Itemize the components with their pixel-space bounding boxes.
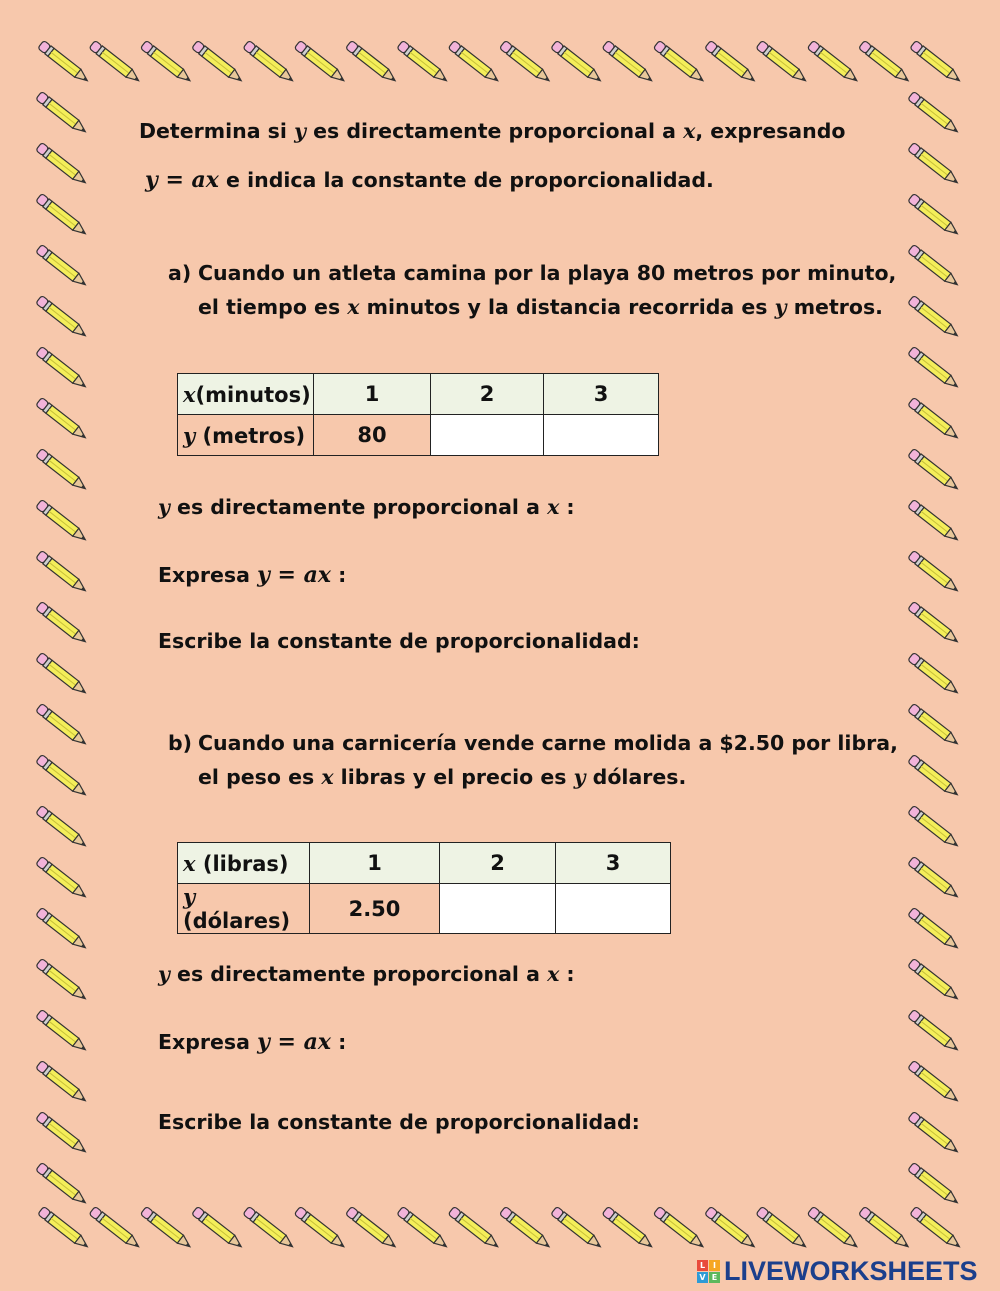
pencil-icon <box>908 499 961 543</box>
pencil-icon <box>908 958 961 1002</box>
pencil-icon <box>243 1206 296 1250</box>
pencil-icon <box>705 40 758 84</box>
pencil-icon <box>36 907 89 951</box>
pencil-icon <box>36 550 89 594</box>
logo-letter: L <box>697 1260 708 1271</box>
pencil-icon <box>243 40 296 84</box>
var-y: y <box>183 422 196 448</box>
logo-letter: E <box>709 1272 720 1283</box>
pencil-icon <box>36 397 89 441</box>
x-cell: 1 <box>310 843 440 884</box>
text: libras y el precio es <box>333 765 574 789</box>
instruction-line-1 <box>139 121 846 142</box>
part-b-question-3: Escribe la constante de proporcionalidad: <box>158 1110 640 1134</box>
pencil-icon <box>908 856 961 900</box>
pencil-icon <box>908 244 961 288</box>
y-answer-cell[interactable] <box>440 884 556 934</box>
text: Expresa <box>158 1030 258 1054</box>
table-row-x <box>178 843 671 884</box>
pencil-icon <box>908 703 961 747</box>
pencil-icon <box>807 40 860 84</box>
equation: y = ax <box>257 1029 331 1055</box>
pencil-icon <box>397 1206 450 1250</box>
row-label-y <box>178 415 314 456</box>
var-y: y <box>158 495 170 519</box>
text: el tiempo es <box>198 295 348 319</box>
instruction-text: , expresando <box>695 119 846 143</box>
text: : <box>331 1030 347 1054</box>
y-cell: 80 <box>314 415 431 456</box>
var-y: y <box>294 119 306 143</box>
pencil-icon <box>499 40 552 84</box>
pencil-icon <box>448 1206 501 1250</box>
var-y: y <box>774 295 787 319</box>
pencil-icon <box>756 1206 809 1250</box>
text: es directamente proporcional a <box>169 962 548 986</box>
pencil-icon <box>908 1162 961 1206</box>
pencil-icon <box>551 40 604 84</box>
logo-text: LIVEWORKSHEETS <box>724 1255 978 1286</box>
x-cell: 3 <box>556 843 671 884</box>
text: : <box>331 563 347 587</box>
pencil-icon <box>705 1206 758 1250</box>
instruction-text: es directamente proporcional a <box>305 119 684 143</box>
pencil-icon <box>38 40 91 84</box>
table-row-y <box>178 884 671 934</box>
x-cell: 2 <box>440 843 556 884</box>
pencil-icon <box>36 601 89 645</box>
table-row-y <box>178 415 659 456</box>
var-y: y <box>183 884 196 909</box>
pencil-icon <box>36 1111 89 1155</box>
pencil-icon <box>908 754 961 798</box>
pencil-icon <box>36 856 89 900</box>
part-b-marker: b) <box>168 731 193 755</box>
pencil-icon <box>36 652 89 696</box>
var-y: y <box>573 765 586 789</box>
pencil-icon <box>36 244 89 288</box>
pencil-icon <box>36 346 89 390</box>
instruction-line-2 <box>145 169 714 191</box>
pencil-icon <box>908 142 961 186</box>
pencil-icon <box>908 295 961 339</box>
instruction-text: Determina si <box>139 119 295 143</box>
var-x: x <box>183 381 196 407</box>
text: : <box>559 495 575 519</box>
equation: y = ax <box>145 167 219 193</box>
pencil-icon <box>36 91 89 135</box>
pencil-icon <box>908 91 961 135</box>
pencil-icon <box>908 601 961 645</box>
pencil-icon <box>140 40 193 84</box>
pencil-icon <box>859 1206 912 1250</box>
pencil-icon <box>910 1206 963 1250</box>
pencil-icon <box>859 40 912 84</box>
pencil-icon <box>36 295 89 339</box>
pencil-icon <box>910 40 963 84</box>
text: dólares. <box>585 765 687 789</box>
pencil-icon <box>908 346 961 390</box>
pencil-icon <box>908 907 961 951</box>
part-a-line-2 <box>198 297 883 318</box>
table-b <box>177 842 671 934</box>
pencil-icon <box>908 448 961 492</box>
pencil-icon <box>908 805 961 849</box>
part-a-question-3: Escribe la constante de proporcionalidad: <box>158 629 640 653</box>
logo-badge <box>697 1260 720 1283</box>
var-x: x <box>547 962 560 986</box>
pencil-icon <box>448 40 501 84</box>
var-x: x <box>347 295 360 319</box>
part-b-question-2 <box>158 1031 346 1053</box>
pencil-icon <box>397 40 450 84</box>
part-b-question-1 <box>158 964 575 985</box>
row-label-y <box>178 884 310 934</box>
pencil-icon <box>36 1162 89 1206</box>
pencil-icon <box>294 1206 347 1250</box>
instruction-text: e indica la constante de proporcionalidad. <box>218 168 714 192</box>
pencil-icon <box>908 550 961 594</box>
var-x: x <box>547 495 560 519</box>
x-cell: 1 <box>314 374 431 415</box>
unit: (minutos) <box>195 382 311 407</box>
part-a-marker: a) <box>168 261 192 285</box>
pencil-icon <box>346 1206 399 1250</box>
part-b-line-2 <box>198 767 686 788</box>
text: Expresa <box>158 563 258 587</box>
pencil-icon <box>36 193 89 237</box>
y-answer-cell[interactable] <box>556 884 671 934</box>
row-label-x <box>178 374 314 415</box>
part-b-line-1: Cuando una carnicería vende carne molida a $2.50 por libra, <box>198 731 898 755</box>
unit: (metros) <box>195 423 306 448</box>
text: el peso es <box>198 765 322 789</box>
pencil-icon <box>346 40 399 84</box>
pencil-icon <box>908 397 961 441</box>
table-row-x <box>178 374 659 415</box>
pencil-icon <box>38 1206 91 1250</box>
pencil-icon <box>653 1206 706 1250</box>
pencil-icon <box>140 1206 193 1250</box>
part-a-line-1: Cuando un atleta camina por la playa 80 metros por minuto, <box>198 261 897 285</box>
pencil-icon <box>89 1206 142 1250</box>
text: metros. <box>786 295 883 319</box>
var-y: y <box>158 962 170 986</box>
part-a-question-1 <box>158 497 575 518</box>
pencil-icon <box>36 142 89 186</box>
pencil-icon <box>36 703 89 747</box>
text: es directamente proporcional a <box>169 495 548 519</box>
pencil-icon <box>36 448 89 492</box>
pencil-icon <box>499 1206 552 1250</box>
pencil-icon <box>908 1009 961 1053</box>
pencil-icon <box>908 1060 961 1104</box>
pencil-icon <box>908 193 961 237</box>
y-cell: 2.50 <box>310 884 440 934</box>
liveworksheets-logo[interactable] <box>697 1255 978 1287</box>
var-x: x <box>683 119 696 143</box>
pencil-icon <box>294 40 347 84</box>
pencil-icon <box>653 40 706 84</box>
unit: (dólares) <box>183 909 291 933</box>
pencil-icon <box>192 40 245 84</box>
pencil-icon <box>908 652 961 696</box>
x-cell: 3 <box>544 374 659 415</box>
logo-letter: I <box>709 1260 720 1271</box>
y-answer-cell[interactable] <box>431 415 544 456</box>
pencil-icon <box>602 40 655 84</box>
x-cell: 2 <box>431 374 544 415</box>
part-a-question-2 <box>158 564 346 586</box>
pencil-icon <box>36 1060 89 1104</box>
pencil-icon <box>551 1206 604 1250</box>
unit: (libras) <box>195 851 289 876</box>
y-answer-cell[interactable] <box>544 415 659 456</box>
var-x: x <box>183 850 196 876</box>
equation: y = ax <box>257 562 331 588</box>
pencil-icon <box>36 754 89 798</box>
pencil-icon <box>36 499 89 543</box>
text: : <box>559 962 575 986</box>
var-x: x <box>321 765 334 789</box>
pencil-icon <box>192 1206 245 1250</box>
logo-letter: V <box>697 1272 708 1283</box>
pencil-icon <box>908 1111 961 1155</box>
pencil-icon <box>36 1009 89 1053</box>
pencil-icon <box>756 40 809 84</box>
pencil-icon <box>89 40 142 84</box>
pencil-icon <box>36 958 89 1002</box>
pencil-icon <box>807 1206 860 1250</box>
pencil-icon <box>36 805 89 849</box>
table-a <box>177 373 659 456</box>
pencil-icon <box>602 1206 655 1250</box>
row-label-x <box>178 843 310 884</box>
text: minutos y la distancia recorrida es <box>359 295 775 319</box>
